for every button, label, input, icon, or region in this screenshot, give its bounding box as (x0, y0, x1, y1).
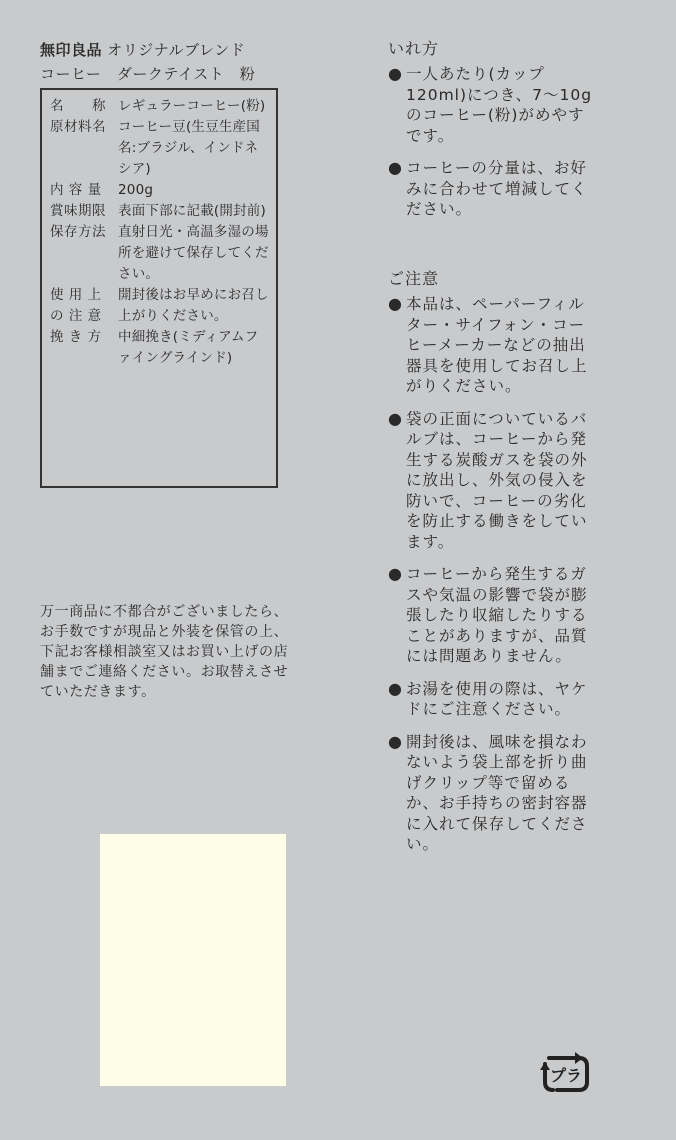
product-title (40, 38, 340, 86)
list-item-text: 本品は、ペーパーフィルター・サイフォン・コーヒーメーカーなどの抽出器具を使用してお召し上がりください。 (406, 295, 588, 395)
product-name-line1: オリジナルブレンド (107, 41, 246, 59)
list-item (388, 732, 598, 855)
info-value: 200g (118, 182, 154, 198)
info-row (50, 201, 270, 222)
left-panel (40, 0, 330, 1140)
list-item-text: 一人あたり(カップ120ml)につき、7〜10gのコーヒー(粉)がめやすです。 (406, 65, 593, 145)
bullet-icon: ● (388, 564, 403, 583)
product-name-line2: コーヒー ダークテイスト 粉 (40, 65, 256, 83)
info-label: 賞味期限 (50, 203, 106, 219)
info-label: 挽 き 方 (50, 329, 102, 345)
info-value: 中細挽き(ミディアムファイングラインド) (118, 329, 259, 366)
info-value: 直射日光・高温多湿の場所を避けて保存してください。 (118, 224, 269, 282)
bullet-icon: ● (388, 64, 403, 83)
info-row (50, 327, 270, 369)
list-item (388, 409, 598, 553)
info-value: 開封後はお早めにお召し上がりください。 (118, 287, 269, 324)
list-item (388, 294, 598, 397)
list-item-text: 開封後は、風味を損なわないよう袋上部を折り曲げクリップ等で留めるか、お手持ちの密封容器に入れて保存してください。 (406, 732, 588, 853)
bullet-icon: ● (388, 158, 403, 177)
howto-list (388, 64, 598, 232)
blank-label-area (100, 834, 286, 1086)
info-label: 名 称 (50, 98, 106, 114)
list-item-text: 袋の正面についているバルブは、コーヒーから発生する炭酸ガスを袋の外に放出し、外気の侵入を防いで、コーヒーの劣化を防止する働きをしています。 (406, 409, 588, 551)
customer-notice: 万一商品に不都合がございましたら、お手数ですが現品と外装を保管の上、下記お客様相談室又はお買い上げの店舗までご連絡ください。お取替えさせていただきます。 (40, 604, 289, 700)
bullet-icon: ● (388, 678, 403, 698)
bullet-icon: ● (388, 294, 403, 313)
info-label: 保存方法 (50, 224, 106, 240)
list-item (388, 564, 598, 667)
info-row (50, 285, 270, 327)
recycle-label: プラ (549, 1066, 583, 1085)
info-row (50, 96, 270, 117)
bullet-icon: ● (388, 408, 403, 428)
info-label: 原材料名 (50, 119, 106, 135)
plastic-recycle-icon (535, 1052, 593, 1096)
info-value: レギュラーコーヒー(粉) (118, 98, 266, 114)
info-row (50, 117, 270, 180)
howto-title: いれ方 (388, 39, 440, 58)
bullet-icon: ● (388, 731, 403, 751)
info-label: 使 用 上 の 注 意 (50, 287, 102, 324)
list-item-text: お湯を使用の際は、ヤケドにご注意ください。 (406, 679, 588, 718)
info-row (50, 180, 270, 201)
list-item-text: コーヒーの分量は、お好みに合わせて増減してください。 (406, 159, 588, 218)
product-info-table (40, 88, 278, 488)
list-item (388, 64, 598, 146)
brand-name: 無印良品 (40, 41, 103, 59)
list-item-text: コーヒーから発生するガスや気温の影響で袋が膨張したり収縮したりすることがありますが、品質には問題ありません。 (406, 565, 588, 665)
caution-title: ご注意 (388, 269, 440, 288)
caution-list (388, 294, 598, 867)
info-row (50, 222, 270, 285)
info-label: 内 容 量 (50, 182, 102, 198)
list-item (388, 679, 598, 720)
info-value: 表面下部に記載(開封前) (118, 203, 266, 219)
list-item (388, 158, 598, 220)
info-value: コーヒー豆(生豆生産国名:ブラジル、インドネシア) (118, 119, 260, 177)
